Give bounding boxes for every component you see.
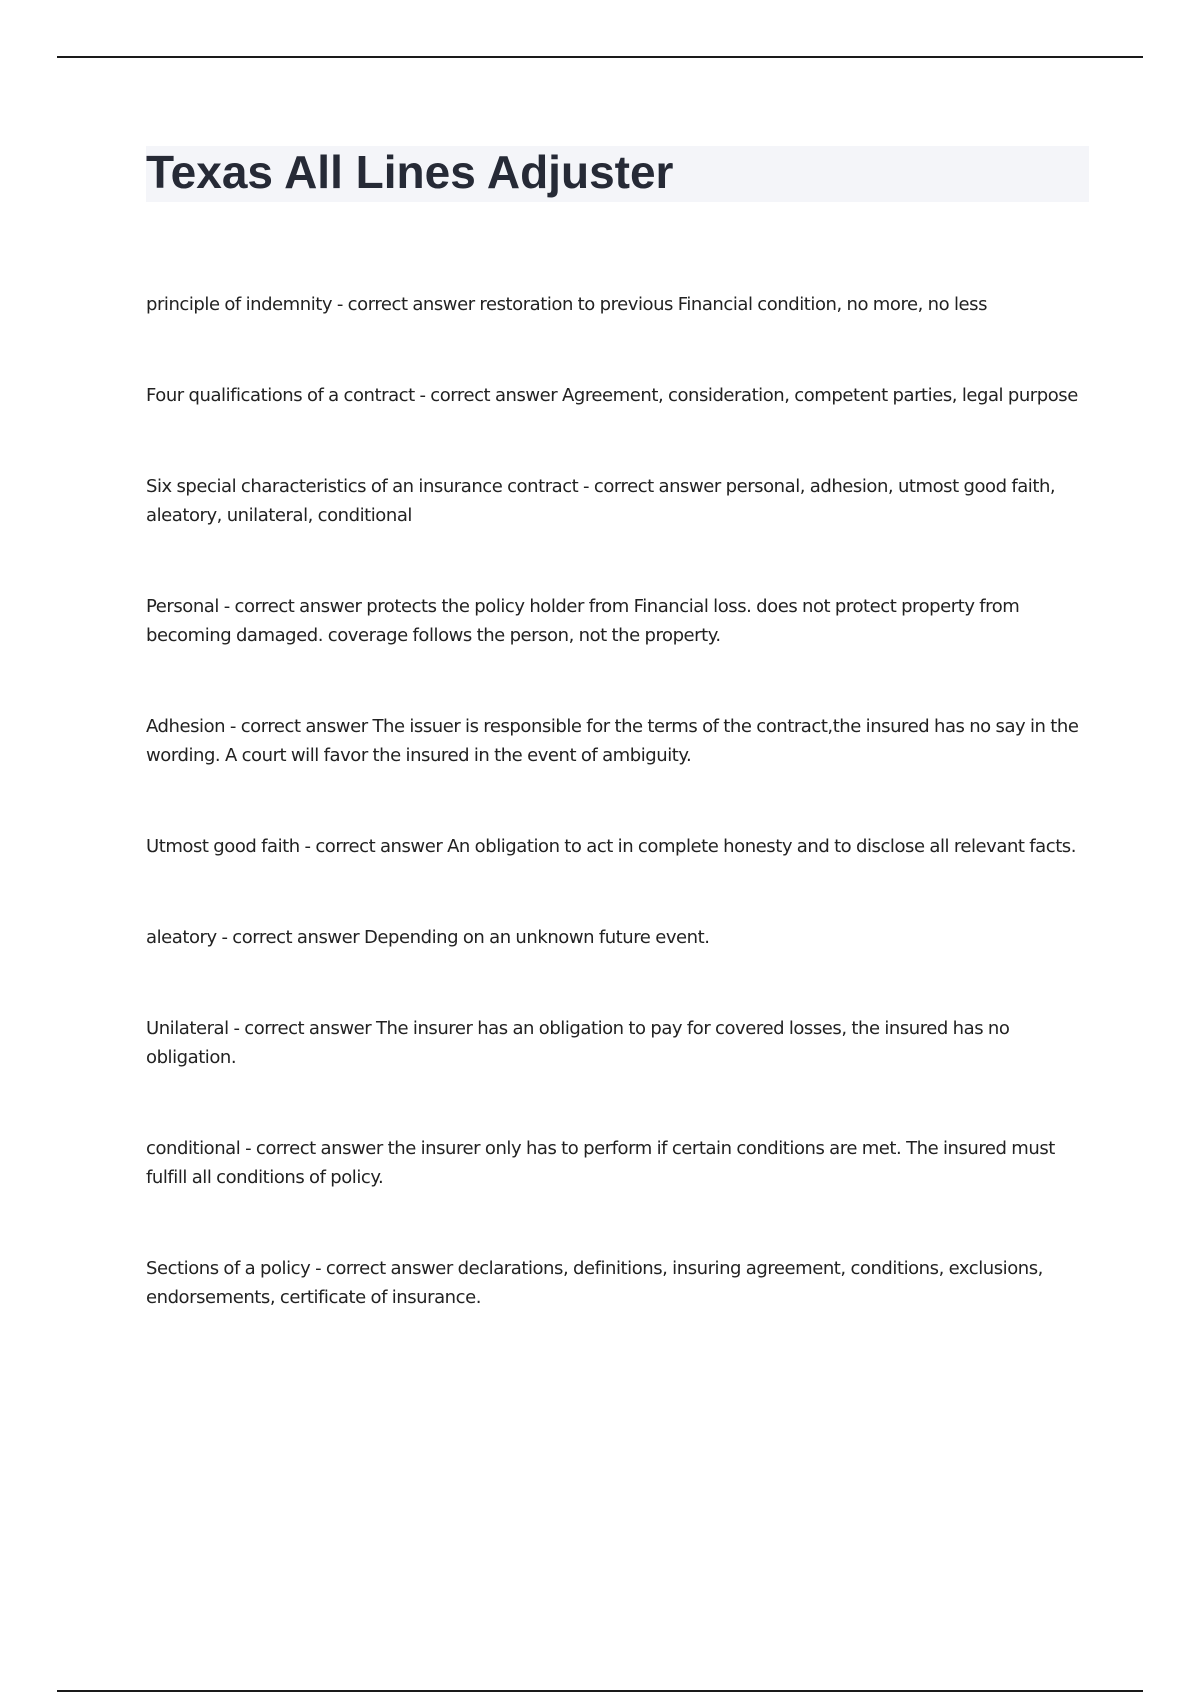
flashcard-separator: - correct answer xyxy=(332,294,480,315)
flashcard-term: principle of indemnity xyxy=(146,294,333,315)
flashcard xyxy=(146,923,1086,952)
flashcard-answer: protects the policy holder from Financial loss. does not protect property from becoming damaged. coverage follows the person, not the property. xyxy=(146,596,1020,646)
flashcard-answer: restoration to previous Financial condition, no more, no less xyxy=(479,294,987,315)
flashcard-answer: An obligation to act in complete honesty and to disclose all relevant facts. xyxy=(447,836,1077,857)
flashcard-separator: - correct answer xyxy=(216,927,364,948)
flashcard-term: Six special characteristics of an insurance contract xyxy=(146,476,579,497)
flashcard-separator: - correct answer xyxy=(299,836,448,857)
flashcard xyxy=(146,1254,1086,1312)
flashcard xyxy=(146,832,1086,861)
flashcard-separator: - correct answer xyxy=(228,1018,377,1039)
flashcard-separator: - correct answer xyxy=(414,385,563,406)
flashcard-term: Four qualifications of a contract xyxy=(146,385,415,406)
flashcard-answer: personal, adhesion, utmost good faith, aleatory, unilateral, conditional xyxy=(146,476,1056,526)
flashcard-list xyxy=(146,290,1086,1312)
flashcard-term: aleatory xyxy=(146,927,217,948)
flashcard xyxy=(146,472,1086,530)
flashcard xyxy=(146,592,1086,650)
flashcard xyxy=(146,1014,1086,1072)
flashcard xyxy=(146,290,1086,319)
flashcard-separator: - correct answer xyxy=(310,1258,458,1279)
flashcard-term: Unilateral xyxy=(146,1018,229,1039)
page-title: Texas All Lines Adjuster xyxy=(146,146,674,198)
flashcard-term: Personal xyxy=(146,596,219,617)
flashcard-answer: Agreement, consideration, competent parties, legal purpose xyxy=(562,385,1078,406)
flashcard-separator: - correct answer xyxy=(225,716,373,737)
flashcard-term: conditional xyxy=(146,1138,241,1159)
header-rule xyxy=(57,56,1143,58)
flashcard-answer: the insurer only has to perform if certain conditions are met. The insured must fulfill all conditions of policy. xyxy=(146,1138,1055,1188)
flashcard-separator: - correct answer xyxy=(240,1138,388,1159)
flashcard-term: Utmost good faith xyxy=(146,836,300,857)
flashcard xyxy=(146,712,1086,770)
flashcard-term: Sections of a policy xyxy=(146,1258,311,1279)
flashcard-answer: declarations, definitions, insuring agreement, conditions, exclusions, endorsements, certificate of insurance. xyxy=(146,1258,1043,1308)
flashcard xyxy=(146,381,1086,410)
flashcard-answer: The insurer has an obligation to pay for covered losses, the insured has no obligation. xyxy=(146,1018,1010,1068)
flashcard-answer: Depending on an unknown future event. xyxy=(364,927,710,948)
flashcard xyxy=(146,1134,1086,1192)
footer-rule xyxy=(57,1690,1143,1692)
flashcard-separator: - correct answer xyxy=(218,596,367,617)
flashcard-term: Adhesion xyxy=(146,716,226,737)
flashcard-answer: The issuer is responsible for the terms of the contract,the insured has no say in the wording. A court will favor the insured in the event of ambiguity. xyxy=(146,716,1079,766)
flashcard-separator: - correct answer xyxy=(578,476,726,497)
